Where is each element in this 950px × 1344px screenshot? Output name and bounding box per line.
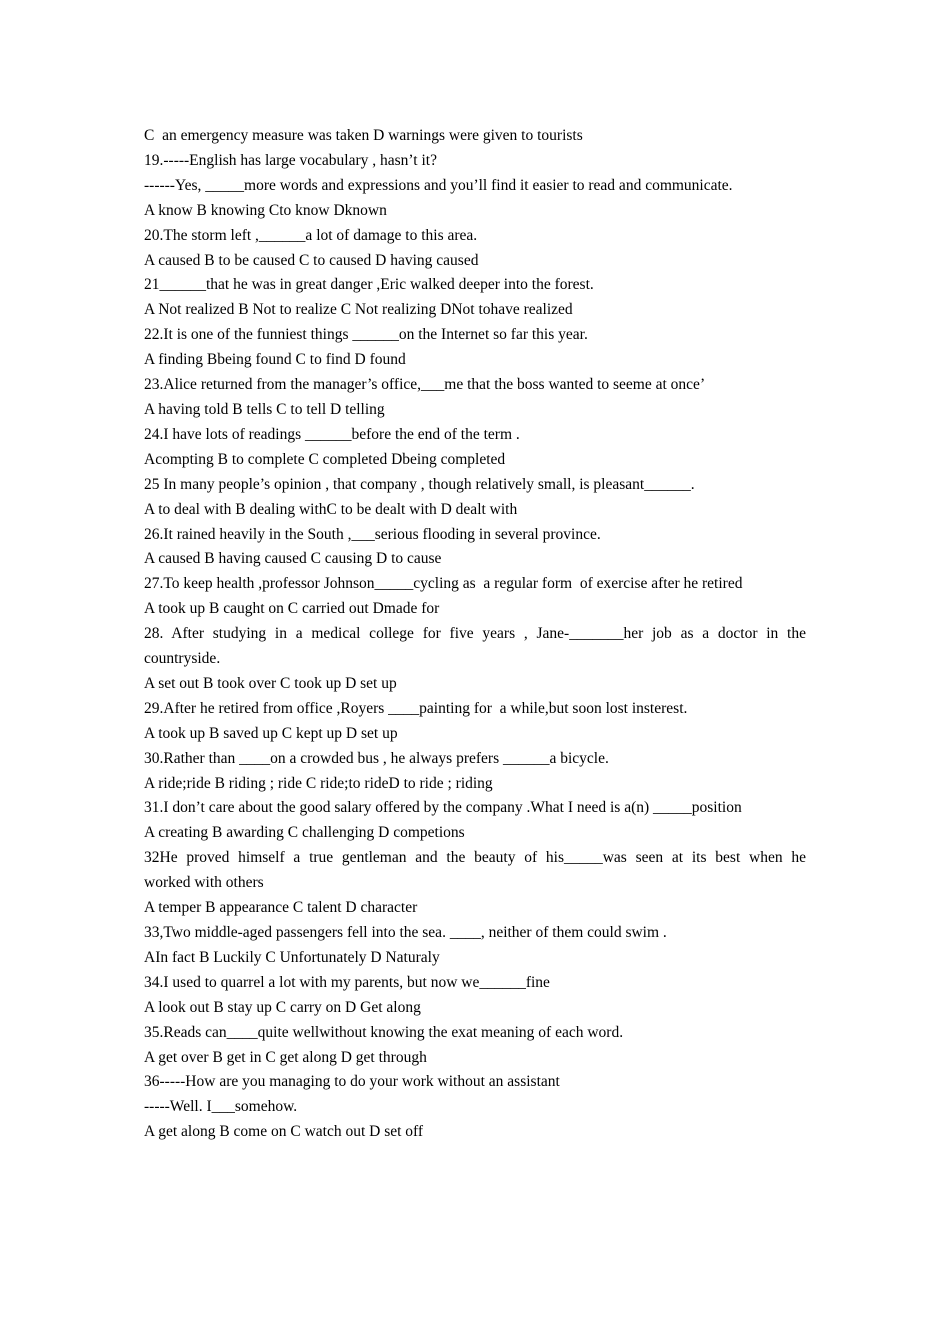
- options-28: A set out B took over C took up D set up: [144, 674, 397, 692]
- question-24: 24.I have lots of readings ______before the end of the term .: [144, 425, 520, 443]
- question-36: 36-----How are you managing to do your work without an assistant: [144, 1073, 560, 1091]
- options-25: A to deal with B dealing withC to be dealt with D dealt with: [144, 500, 518, 518]
- options-24: Acompting B to complete C completed Dbeing completed: [144, 450, 506, 468]
- question-21: 21______that he was in great danger ,Eric walked deeper into the forest.: [144, 276, 594, 294]
- document-page: [144, 124, 806, 1145]
- options-23: A having told B tells C to tell D telling: [144, 400, 385, 418]
- options-36: A get along B come on C watch out D set off: [144, 1123, 424, 1141]
- question-29: 29.After he retired from office ,Royers ____painting for a while,but soon lost insterest.: [144, 699, 688, 717]
- options-26: A caused B having caused C causing D to cause: [144, 550, 442, 568]
- question-27: 27.To keep health ,professor Johnson_____cycling as a regular form of exercise after he retired: [144, 575, 743, 593]
- question-32-continued: worked with others: [144, 874, 264, 892]
- options-19: A know B knowing Cto know Dknown: [144, 201, 387, 219]
- options-30: A ride;ride B riding ; ride C ride;to rideD to ride ; riding: [144, 774, 493, 792]
- options-31: A creating B awarding C challenging D competions: [144, 824, 465, 842]
- options-35: A get over B get in C get along D get through: [144, 1048, 427, 1066]
- question-31: 31.I don’t care about the good salary offered by the company .What I need is a(n) _____position: [144, 799, 742, 817]
- option-line: C an emergency measure was taken D warnings were given to tourists: [144, 127, 583, 144]
- options-27: A took up B caught on C carried out Dmade for: [144, 600, 440, 618]
- question-23: 23.Alice returned from the manager’s office,___me that the boss wanted to seeme at once’: [144, 376, 706, 394]
- question-33: 33,Two middle-aged passengers fell into the sea. ____, neither of them could swim .: [144, 924, 667, 941]
- question-20: 20.The storm left ,______a lot of damage to this area.: [144, 226, 478, 244]
- question-28: 28. After studying in a medical college for five years , Jane-_______her job as a doctor in the: [144, 625, 806, 643]
- options-22: A finding Bbeing found C to find D found: [144, 351, 406, 369]
- options-21: A Not realized B Not to realize C Not realizing DNot tohave realized: [144, 301, 573, 319]
- options-20: A caused B to be caused C to caused D having caused: [144, 251, 479, 269]
- question-28-continued: countryside.: [144, 650, 221, 668]
- options-34: A look out B stay up C carry on D Get along: [144, 998, 421, 1016]
- question-30: 30.Rather than ____on a crowded bus , he always prefers ______a bicycle.: [144, 749, 609, 767]
- question-22: 22.It is one of the funniest things ______on the Internet so far this year.: [144, 326, 588, 344]
- options-29: A took up B saved up C kept up D set up: [144, 724, 398, 742]
- question-34: 34.I used to quarrel a lot with my parents, but now we______fine: [144, 973, 550, 991]
- options-32: A temper B appearance C talent D character: [144, 899, 418, 917]
- question-19: 19.-----English has large vocabulary , hasn’t it?: [144, 151, 437, 169]
- question-25: 25 In many people’s opinion , that company , though relatively small, is pleasant______.: [144, 475, 695, 493]
- question-32: 32He proved himself a true gentleman and the beauty of his_____was seen at its best when he: [144, 849, 806, 867]
- question-35: 35.Reads can____quite wellwithout knowing the exat meaning of each word.: [144, 1023, 624, 1041]
- question-26: 26.It rained heavily in the South ,___serious flooding in several province.: [144, 525, 601, 543]
- options-33: AIn fact B Luckily C Unfortunately D Naturaly: [144, 948, 440, 966]
- dialogue-line: -----Well. I___somehow.: [144, 1098, 298, 1116]
- dialogue-line: ------Yes, _____more words and expressions and you’ll find it easier to read and communicate.: [144, 176, 733, 194]
